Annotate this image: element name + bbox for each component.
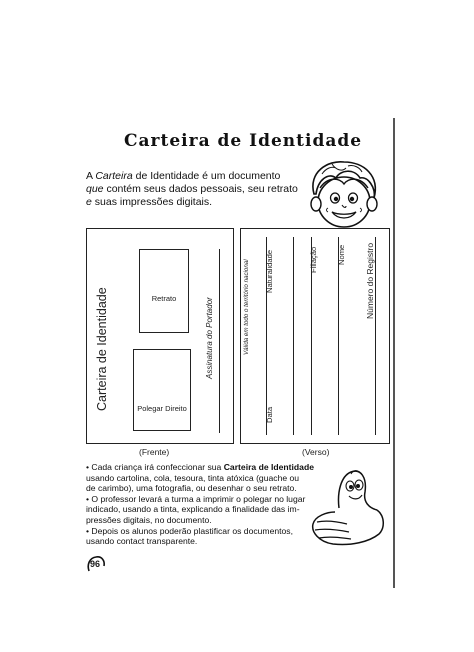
thumbprint-box (133, 349, 191, 431)
front-side-title: Carteira de Identidade (95, 287, 109, 411)
text-run: usando cartolina, cola, tesoura, tinta atóxica (guache ou (86, 472, 300, 483)
name-line (338, 237, 339, 435)
text-run: e (86, 196, 92, 208)
text-run: indicado, usando a tinta, explicando a finalidade das im- (86, 504, 300, 515)
instruction-line (86, 462, 314, 473)
page-number: 96 (90, 559, 101, 569)
date-label: Data (265, 406, 274, 423)
validity-label: Válida em todo o território nacional (243, 259, 250, 355)
name-label: Nome (337, 244, 346, 265)
text-run: usando contact transparente. (86, 536, 198, 547)
text-run: suas impressões digitais. (91, 196, 213, 208)
text-run: Carteira (95, 170, 133, 182)
intro-line (86, 196, 296, 209)
page-title: Carteira de Identidade (124, 131, 363, 151)
id-card-back (240, 228, 390, 444)
text-run: de carimbo), uma fotografia, ou desenhar o seu retrato. (86, 483, 297, 494)
instructions-text (86, 462, 314, 547)
front-caption: (Frente) (139, 447, 170, 457)
signature-line (219, 249, 220, 433)
text-run: contém seus dados pessoais, seu retrato (103, 183, 298, 195)
text-run: pressões digitais, no documento. (86, 514, 212, 525)
instruction-line (86, 483, 308, 494)
instruction-line (86, 473, 308, 484)
child-face-illustration (302, 158, 384, 232)
page-edge-line (393, 118, 395, 588)
thumbprint-label: Polegar Direito (137, 404, 187, 413)
text-run: • Depois os alunos poderão plastificar os documentos, (86, 525, 293, 536)
filiation-line-1 (293, 237, 294, 435)
signature-label: Assinatura do Portador (205, 297, 214, 379)
instruction-line (86, 515, 308, 526)
text-run: A (86, 170, 96, 182)
page-number-holder (86, 555, 106, 575)
photo-label: Retrato (151, 294, 177, 303)
text-run: de Identidade é um documento (132, 170, 281, 182)
instruction-line (86, 526, 308, 537)
intro-line (86, 183, 296, 196)
birthplace-label: Naturalidade (265, 249, 274, 293)
instruction-line (86, 504, 308, 515)
text-run: • Cada criança irá confeccionar sua (86, 462, 224, 472)
registry-line (375, 237, 376, 435)
text-run: • O professor levará a turma a imprimir o polegar no lugar (86, 493, 306, 504)
instruction-line (86, 536, 308, 547)
text-run: que (86, 183, 104, 195)
instruction-line (86, 494, 308, 505)
id-card-front (86, 228, 234, 444)
thumbs-up-hand-illustration (305, 462, 387, 548)
text-run: Carteira de Identidade (223, 462, 314, 472)
filiation-label: Filiação (309, 246, 318, 273)
intro-paragraph (86, 170, 296, 209)
photo-box (139, 249, 189, 333)
registry-label: Número do Registro (365, 242, 375, 319)
intro-line (86, 170, 296, 183)
back-caption: (Verso) (302, 447, 330, 457)
